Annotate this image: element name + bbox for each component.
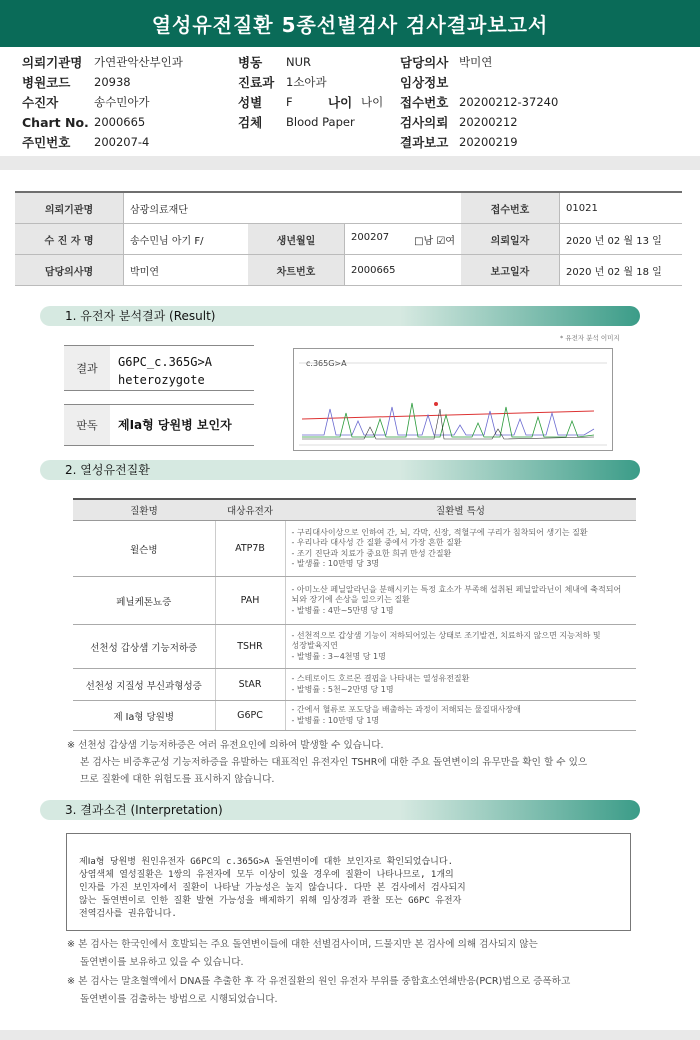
receipt-value: 01021 — [560, 192, 683, 224]
feature-line: - 스테로이드 호르몬 결핍을 나타내는 열성유전질환 — [291, 674, 470, 683]
disease-name: 제 Ia형 당원병 — [73, 701, 215, 731]
request-date-value: 2020 년 02 월 13 일 — [560, 224, 683, 255]
department-value: 1소아과 — [286, 75, 327, 89]
birth-value: 200207 — [351, 231, 390, 243]
col-disease: 질환명 — [73, 499, 215, 521]
feature-line: - 우리나라 대사성 간 질환 중에서 가장 흔한 질환 — [291, 538, 462, 547]
sex-checkbox: □남 ☑여 — [414, 235, 455, 247]
result-report-value: 20200219 — [459, 135, 518, 149]
report-header — [0, 47, 700, 156]
chromatogram-image — [293, 348, 613, 451]
section-result-title: 1. 유전자 분석결과 (Result) — [40, 306, 640, 326]
interpretation-line: 제Ⅰa형 당원병 원인유전자 G6PC의 c.365G>A 돌연변이에 대한 보인자로 확인되었습니다. — [79, 857, 453, 867]
specimen-value: Blood Paper — [286, 115, 355, 129]
judgement-label: 판독 — [64, 405, 110, 445]
birth-label: 생년월일 — [248, 224, 345, 255]
feature-line: 성장발육지연 — [291, 641, 338, 651]
sex-value: F — [286, 95, 293, 109]
disease-name: 선천성 지질성 부신과형성증 — [73, 669, 215, 701]
requester-label: 의뢰기관명 — [22, 55, 83, 70]
result-line2: heterozygote — [118, 373, 205, 387]
report-date-value: 2020 년 02 월 18 일 — [560, 255, 683, 286]
report-date-label: 보고일자 — [461, 255, 560, 286]
feature-line: - 선천적으로 갑상샘 기능이 저하되어있는 상태로 조기발견, 치료하지 않으면 지능저하 및 — [291, 630, 601, 640]
org-value: 삼광의료재단 — [124, 192, 462, 224]
chromatogram-trace — [294, 349, 612, 450]
disease-features — [285, 521, 636, 577]
feature-line: - 구리대사이상으로 인하여 간, 뇌, 각막, 신장, 적혈구에 구리가 침착되어 생기는 질환 — [291, 527, 588, 537]
clinical-info-label: 임상정보 — [400, 75, 449, 90]
table-row — [73, 701, 636, 731]
disease-features — [285, 625, 636, 669]
disease-name: 페닐케톤뇨증 — [73, 577, 215, 625]
gene-name: StAR — [215, 669, 285, 701]
gene-name: ATP7B — [215, 521, 285, 577]
recipient-label: 수진자 — [22, 95, 59, 110]
disease-features — [285, 701, 636, 731]
feature-line: - 발병률 : 3~4천명 당 1명 — [291, 651, 386, 661]
tshr-note-3: 므로 질환에 대한 위험도를 표시하지 않습니다. — [80, 774, 275, 785]
disease-name: 윌슨병 — [73, 521, 215, 577]
disease-features — [285, 577, 636, 625]
exam-request-label: 검사의뢰 — [400, 115, 449, 130]
table-row — [73, 669, 636, 701]
footnote-2a: ※ 본 검사는 말초혈액에서 DNA를 추출한 후 각 유전질환의 원인 유전자 부위를 중합효소연쇄반응(PCR)법으로 증폭하고 — [67, 976, 571, 987]
resident-no-label: 주민번호 — [22, 135, 71, 150]
gene-name: TSHR — [215, 625, 285, 669]
recipient-value: 송수민아가 — [94, 95, 150, 109]
doctor-value: 박미연 — [459, 55, 493, 69]
interpretation-line: 상염색체 열성질환은 1쌍의 유전자에 모두 이상이 있을 경우에 질환이 나타나므로, 1개의 — [79, 870, 454, 880]
disease-features — [285, 669, 636, 701]
gene-name: PAH — [215, 577, 285, 625]
interpretation-line: 않는 돌연변이로 인한 질환 발현 가능성을 배제하기 위해 임상경과 관찰 또는 G6PC 유전자 — [79, 896, 462, 906]
tshr-note-1: ※ 선천성 갑상샘 기능저하증은 여러 유전요인에 의하여 발생할 수 있습니다. — [67, 740, 384, 751]
interpretation-box — [66, 833, 631, 931]
feature-line: 뇌와 장기에 손상을 일으키는 질환 — [291, 595, 410, 605]
requester-value: 가연관악산부인과 — [94, 55, 183, 69]
chart-no-value: 2000665 — [94, 115, 146, 129]
tshr-note-2: 본 검사는 비증후군성 기능저하증을 유발하는 대표적인 유전자인 TSHR에 대한 주요 돌연변이의 유무만을 확인 할 수 있으 — [80, 757, 588, 768]
ward-value: NUR — [286, 55, 312, 69]
birth-cell — [345, 224, 462, 255]
sex-label: 성별 — [238, 95, 263, 110]
feature-line: - 발병률 : 10만명 당 1명 — [291, 715, 380, 725]
receipt-label: 접수번호 — [461, 192, 560, 224]
feature-line: - 조기 진단과 치료가 중요한 희귀 만성 간질환 — [291, 548, 452, 558]
patient-info-table — [15, 191, 682, 286]
request-date-label: 의뢰일자 — [461, 224, 560, 255]
department-label: 진료과 — [238, 75, 275, 90]
exam-request-value: 20200212 — [459, 115, 518, 129]
chromatogram-label: c.365G>A — [306, 359, 347, 368]
age-value: 나이 — [361, 95, 384, 109]
resident-no-value: 200207-4 — [94, 135, 150, 149]
specimen-label: 검체 — [238, 115, 263, 130]
result-label: 결과 — [64, 346, 110, 390]
doctor-name-label: 담당의사명 — [15, 255, 124, 286]
patient-label: 수 진 자 명 — [15, 224, 124, 255]
gene-name: G6PC — [215, 701, 285, 731]
section-disease-title: 2. 열성유전질환 — [40, 460, 640, 480]
result-box — [64, 345, 254, 391]
chart-no-label: Chart No. — [22, 115, 89, 130]
footnote-2b: 돌연변이를 검출하는 방법으로 시행되었습니다. — [80, 994, 278, 1005]
footnote-1a: ※ 본 검사는 한국인에서 호발되는 주요 돌연변이들에 대한 선별검사이며, 드물지만 본 검사에 의해 검사되지 않는 — [67, 939, 538, 950]
doctor-label: 담당의사 — [400, 55, 449, 70]
report-title: 열성유전질환 5종선별검사 검사결과보고서 — [0, 0, 700, 47]
receipt-no-value: 20200212-37240 — [459, 95, 559, 109]
org-label: 의뢰기관명 — [15, 192, 124, 224]
col-gene: 대상유전자 — [215, 499, 285, 521]
chart-label: 차트번호 — [248, 255, 345, 286]
ward-label: 병동 — [238, 55, 263, 70]
result-report-label: 결과보고 — [400, 135, 449, 150]
feature-line: - 발병률 : 5천~2만명 당 1명 — [291, 684, 394, 694]
feature-line: - 발병률 : 4만~5만명 당 1명 — [291, 605, 394, 615]
section-interpretation-title: 3. 결과소견 (Interpretation) — [40, 800, 640, 820]
col-features: 질환별 특성 — [285, 499, 636, 521]
judgement-value: 제Ⅰa형 당원병 보인자 — [118, 418, 232, 432]
result-line1: G6PC_c.365G>A — [118, 355, 212, 369]
footnote-1b: 돌연변이를 보유하고 있을 수 있습니다. — [80, 957, 244, 968]
disease-table — [73, 498, 636, 731]
age-label: 나이 — [328, 95, 353, 110]
disease-name: 선천성 갑상샘 기능저하증 — [73, 625, 215, 669]
patient-value: 송수민님 아기 F/ — [124, 224, 249, 255]
feature-line: - 아미노산 페닐알라닌을 분해시키는 특정 효소가 부족해 섭취된 페닐알라닌이 체내에 축적되어 — [291, 584, 622, 594]
hospital-code-label: 병원코드 — [22, 75, 71, 90]
image-caption: * 유전자 분석 이미지 — [560, 334, 620, 342]
feature-line: - 간에서 혈류로 포도당을 배출하는 과정이 저해되는 물질대사장애 — [291, 705, 521, 714]
table-row — [73, 625, 636, 669]
doctor-name-value: 박미연 — [124, 255, 249, 286]
chart-value: 2000665 — [345, 255, 462, 286]
table-row — [73, 577, 636, 625]
table-row — [73, 521, 636, 577]
judgement-box — [64, 404, 254, 446]
feature-line: - 발생률 : 10만명 당 3명 — [291, 559, 380, 568]
interpretation-line: 전역검사를 권유합니다. — [79, 909, 177, 919]
interpretation-line: 인자를 가진 보인자에서 질환이 나타날 가능성은 높지 않습니다. 다만 본 검사에서 검사되지 — [79, 883, 466, 893]
receipt-no-label: 접수번호 — [400, 95, 449, 110]
hospital-code-value: 20938 — [94, 75, 131, 89]
